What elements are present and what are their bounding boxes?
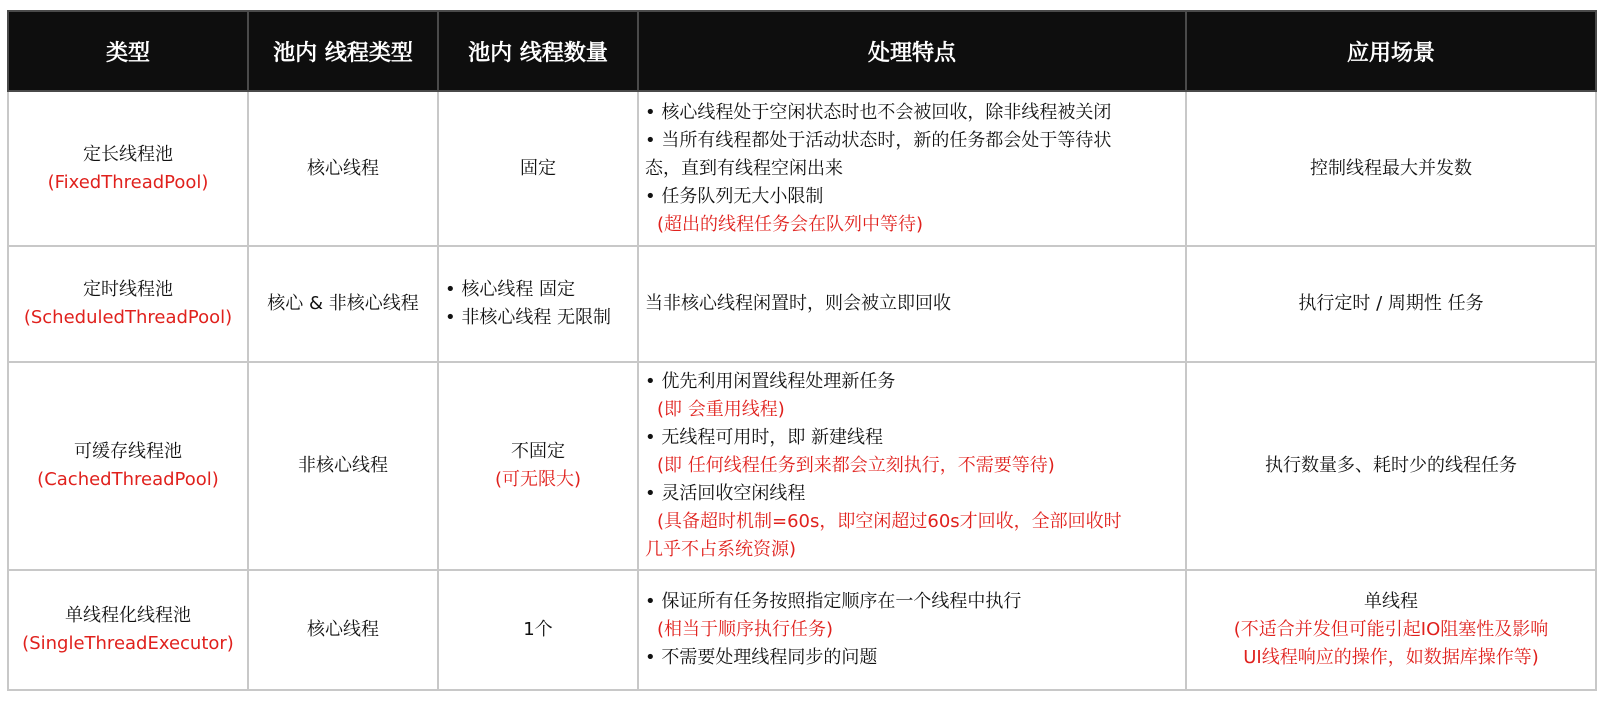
thread-count-cell: 固定 xyxy=(438,91,638,246)
table-row xyxy=(8,570,1596,690)
thread-type-cell: 核心线程 xyxy=(248,570,438,690)
pool-name-cell xyxy=(8,246,248,362)
pool-name-en: (SingleThreadExecutor) xyxy=(22,633,234,654)
feature-note: (超出的线程任务会在队列中等待) xyxy=(657,213,924,235)
feature-item: • 不需要处理线程同步的问题 xyxy=(645,647,878,668)
pool-name-cell xyxy=(8,91,248,246)
feature-note: (具备超时机制=60s，即空闲超过60s才回收，全部回收时 xyxy=(657,511,1122,532)
scenario-note: UI线程响应的操作，如数据库操作等) xyxy=(1243,647,1539,668)
header-row xyxy=(8,11,1596,91)
pool-name-en: (CachedThreadPool) xyxy=(37,469,219,490)
features-cell: 当非核心线程闲置时，则会被立即回收 xyxy=(638,246,1186,362)
feature-note: (即 任何线程任务到来都会立刻执行，不需要等待) xyxy=(657,455,1055,476)
thread-type-cell: 核心 & 非核心线程 xyxy=(248,246,438,362)
scenario-cell: 执行定时 / 周期性 任务 xyxy=(1186,246,1596,362)
feature-item: • 保证所有任务按照指定顺序在一个线程中执行 xyxy=(645,591,1022,612)
feature-item: 态，直到有线程空闲出来 xyxy=(645,157,843,179)
thread-count-item: • 核心线程 固定 xyxy=(445,279,576,300)
scenario-cell: 控制线程最大并发数 xyxy=(1186,91,1596,246)
feature-note: (相当于顺序执行任务) xyxy=(657,619,834,640)
features-cell xyxy=(638,362,1186,570)
header-thread-count: 池内 线程数量 xyxy=(438,11,638,91)
thread-count: 不固定 xyxy=(511,441,565,462)
table-row xyxy=(8,362,1596,570)
thread-pool-comparison-table xyxy=(7,10,1597,691)
pool-name: 可缓存线程池 xyxy=(74,441,182,462)
header-thread-type: 池内 线程类型 xyxy=(248,11,438,91)
header-scenario: 应用场景 xyxy=(1186,11,1596,91)
feature-note: 几乎不占系统资源) xyxy=(645,539,797,560)
pool-name-cell xyxy=(8,362,248,570)
thread-type-cell: 核心线程 xyxy=(248,91,438,246)
table-row xyxy=(8,246,1596,362)
feature-item: • 优先利用闲置线程处理新任务 xyxy=(645,371,896,392)
feature-item: • 无线程可用时，即 新建线程 xyxy=(645,427,884,448)
feature-item: • 任务队列无大小限制 xyxy=(645,185,824,207)
table-row xyxy=(8,91,1596,246)
scenario-cell: 执行数量多、耗时少的线程任务 xyxy=(1186,362,1596,570)
thread-count-item: • 非核心线程 无限制 xyxy=(445,307,612,328)
pool-name: 定长线程池 xyxy=(83,143,173,165)
scenario: 单线程 xyxy=(1364,591,1418,612)
features-cell xyxy=(638,91,1186,246)
pool-name: 定时线程池 xyxy=(83,279,173,300)
scenario-note: (不适合并发但可能引起IO阻塞性及影响 xyxy=(1233,619,1549,640)
feature-item: • 灵活回收空闲线程 xyxy=(645,483,806,504)
feature-note: (即 会重用线程) xyxy=(657,399,785,420)
pool-name: 单线程化线程池 xyxy=(65,605,191,626)
pool-name-cell xyxy=(8,570,248,690)
features-cell xyxy=(638,570,1186,690)
header-features: 处理特点 xyxy=(638,11,1186,91)
pool-name-en: (FixedThreadPool) xyxy=(47,171,209,193)
header-type: 类型 xyxy=(8,11,248,91)
thread-count-cell: 1个 xyxy=(438,570,638,690)
thread-count-note: (可无限大) xyxy=(494,469,582,490)
feature-item: • 核心线程处于空闲状态时也不会被回收，除非线程被关闭 xyxy=(645,101,1112,123)
scenario-cell xyxy=(1186,570,1596,690)
feature-item: • 当所有线程都处于活动状态时，新的任务都会处于等待状 xyxy=(645,129,1112,151)
thread-type-cell: 非核心线程 xyxy=(248,362,438,570)
thread-count-cell xyxy=(438,362,638,570)
thread-count-cell xyxy=(438,246,638,362)
pool-name-en: (ScheduledThreadPool) xyxy=(23,307,233,328)
